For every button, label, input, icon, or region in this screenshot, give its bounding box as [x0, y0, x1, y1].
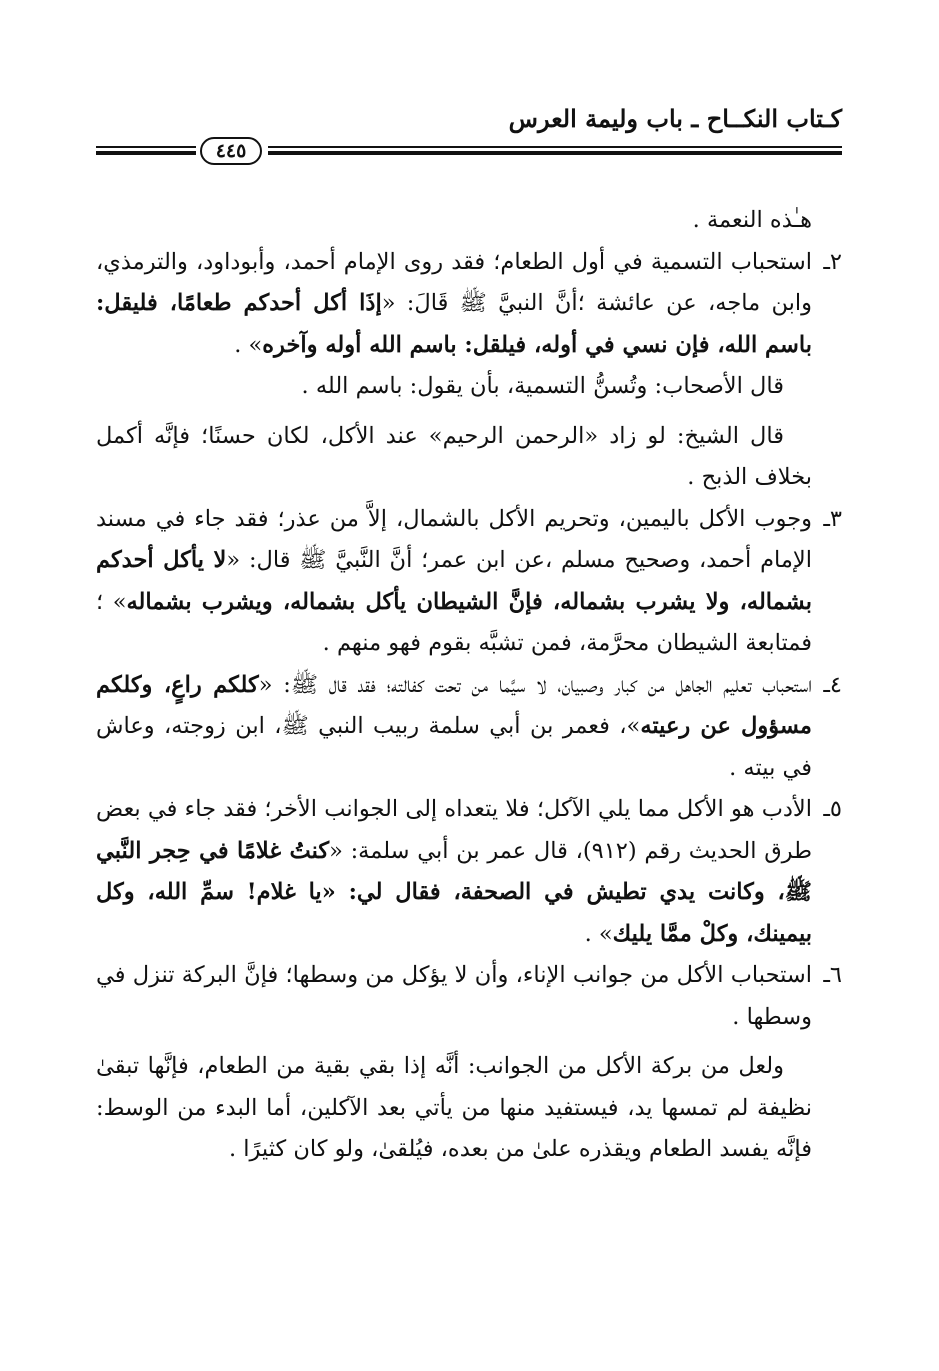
- item-text: الأدب هو الأكل مما يلي الآكل؛ فلا يتعداه إلى الجوانب الأخر؛ فقد جاء في بعض طرق الحديث رقم (٩١٢)، قال عمر بن أبي سلمة: «: [96, 796, 812, 864]
- hadith-text: كلكم راعٍ، وكلكم مسؤول عن رعيته: [96, 671, 812, 739]
- shaykh-paragraph: قال الشيخ: لو زاد «الرحمن الرحيم» عند الأكل، لكان حسنًا؛ فإنَّه أكمل بخلاف الذبح .: [96, 422, 812, 490]
- page-header: [96, 104, 842, 164]
- item-text-end: » .: [584, 920, 613, 947]
- closing-paragraph: ولعل من بركة الأكل من الجوانب: أنَّه إذا بقي بقية من الطعام، فإنَّها تبقىٰ نظيفة لم تمسها يد، فيستفيد منها من يأتي بعد الآكلين، أما البدء من الوسط: فإنَّه يفسد الطعام ويقذره علىٰ من بعده، فيُلقىٰ، ولو كان كثيرًا .: [96, 1053, 812, 1162]
- list-item-2: [96, 242, 842, 367]
- header-rule-right: [268, 146, 842, 155]
- list-item-3: [96, 499, 842, 665]
- running-title: كـتاب النكــاح ـ باب وليمة العرس: [508, 104, 842, 133]
- hadith-text: لا يأكل أحدكم بشماله، ولا يشرب بشماله، فإنَّ الشيطان يأكل بشماله، ويشرب بشماله: [96, 547, 812, 615]
- header-rule: [96, 142, 842, 162]
- item-text-end: »، فعمر بن أبي سلمة ربيب النبي ﷺ، ابن زوجته، وعاش في بيته .: [96, 713, 812, 781]
- item-text: وجوب الأكل باليمين، وتحريم الأكل بالشمال، إلاَّ من عذر؛ فقد جاء في مسند الإمام أحمد، وصحيح مسلم ،عن ابن عمر؛ أنَّ النَّبيَّ ﷺ قال: «: [96, 505, 812, 573]
- item-text-end: » .: [234, 331, 263, 358]
- page-number: ٤٤٥: [200, 137, 262, 165]
- list-item-4: [96, 665, 842, 790]
- item-number: ٢ـ: [823, 248, 842, 275]
- ashab-paragraph: قال الأصحاب: وتُسنُّ التسمية، بأن يقول: باسم الله .: [301, 373, 784, 399]
- item-number: ٤ـ: [823, 671, 842, 698]
- item-text-end: » ؛فمتابعة الشيطان محرَّمة، فمن تشبَّه بقوم فهو منهم .: [96, 588, 812, 656]
- page-body: [96, 200, 842, 1171]
- intro-line: هـٰذه النعمة .: [692, 207, 812, 233]
- item-number: ٦ـ: [823, 962, 842, 988]
- item-text: استحباب الأكل من جوانب الإناء، وأن لا يؤكل من وسطها؛ فإنَّ البركة تنزل في وسطها .: [96, 962, 812, 1030]
- item-number: ٣ـ: [823, 505, 842, 532]
- hadith-text: كنتُ غلامًا في حِجر النَّبي ﷺ، وكانت يدي تطيش في الصحفة، فقال لي: «يا غلام! سمِّ الله، وكل بيمينك، وكلْ ممَّا يليك: [96, 837, 812, 947]
- list-item-5: [96, 789, 842, 955]
- item-number: ٥ـ: [823, 796, 842, 822]
- list-item-6: [96, 955, 842, 1038]
- hadith-text: إذَا أكل أحدكم طعامًا، فليقل: باسم الله، فإن نسي في أوله، فيلقل: باسم الله أوله وآخره: [96, 290, 812, 358]
- item-text: استحباب تعليم الجاهل من كبار وصبيان، لا سيَّما من تحت كفالته؛ فقد قال ﷺ: «: [258, 671, 812, 698]
- item-text: استحباب التسمية في أول الطعام؛ فقد روى الإمام أحمد، وأبوداود، والترمذي، وابن ماجه، عن عائشة ؛أنَّ النبيَّ ﷺ قَالَ: «: [96, 248, 812, 316]
- header-rule-left: [96, 146, 196, 155]
